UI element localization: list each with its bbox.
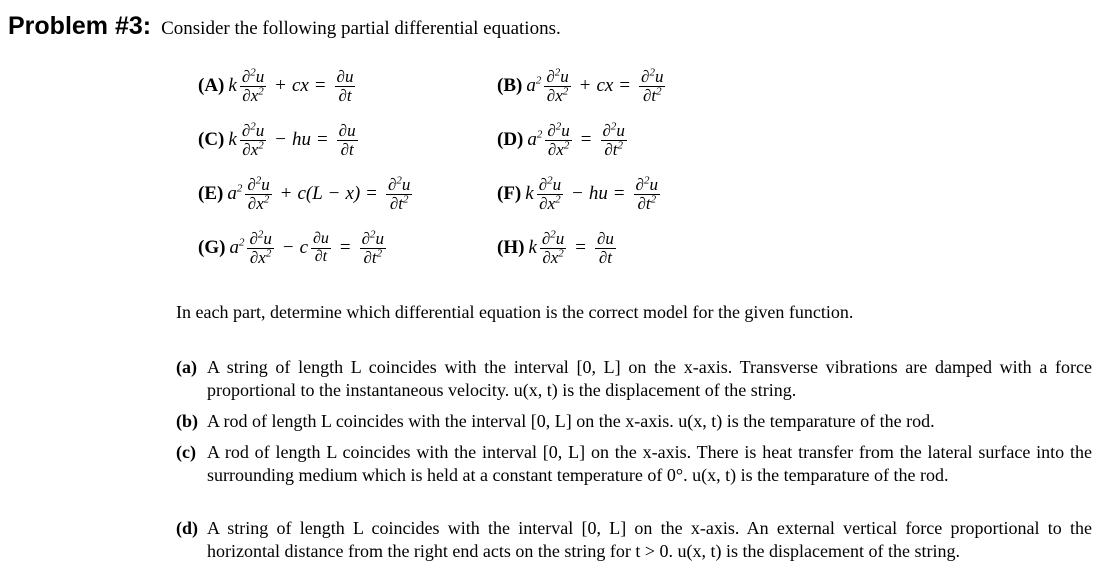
part-text: A rod of length L coincides with the interval [0, L] on the x-axis. There is heat transfer from the lateral surface into the surrounding medium which is held at a constant temperature of 0°. u(x, t) is the temparature of the rod.	[207, 442, 1092, 485]
second-derivative-x: $\frac{\partial^2u}{\partial x^2}$	[538, 174, 562, 213]
operator: −	[282, 237, 294, 258]
second-derivative-x: $\frac{\partial^2u}{\partial x^2}$	[247, 174, 270, 213]
coefficient: k	[228, 75, 237, 96]
coefficient: k	[525, 183, 534, 204]
second-derivative-t: $\frac{\partial^2u}{\partial t^2}$	[641, 66, 664, 105]
second-derivative-x: $\frac{\partial^2u}{\partial x^2}$	[241, 66, 265, 105]
equation-label: (F)	[497, 183, 522, 204]
equation-h	[497, 224, 619, 272]
equation-g	[198, 224, 389, 272]
equals: =	[580, 129, 592, 150]
equals: =	[339, 237, 351, 258]
operator: +	[579, 75, 591, 96]
first-derivative-t: $\frac{\partial u}{\partial t}$	[336, 66, 354, 105]
term: x)	[345, 183, 361, 204]
equation-label: (B)	[497, 75, 523, 96]
part-text: A rod of length L coincides with the interval [0, L] on the x-axis. u(x, t) is the temparature of the rod.	[207, 411, 935, 431]
equation-label: (H)	[497, 237, 525, 258]
equals: =	[366, 183, 377, 204]
problem-label: Problem #3:	[8, 12, 152, 40]
second-derivative-x: $\frac{\partial^2u}{\partial x^2}$	[546, 66, 569, 105]
coefficient: k	[228, 129, 237, 150]
operator: +	[275, 75, 286, 96]
equals: =	[314, 75, 326, 96]
part-c	[176, 441, 1092, 487]
second-derivative-t: $\frac{\partial^2u}{\partial t^2}$	[387, 174, 411, 213]
equation-e	[198, 170, 415, 218]
part-a	[176, 356, 1092, 402]
coefficient: $a^2$	[229, 236, 245, 258]
coefficient: $a^2$	[526, 74, 542, 96]
second-derivative-t: $\frac{\partial^2u}{\partial t^2}$	[602, 120, 625, 159]
coefficient: $a^2$	[527, 128, 543, 150]
coefficient: $a^2$	[227, 182, 243, 204]
equals: =	[619, 75, 631, 96]
operator: −	[328, 183, 340, 204]
term: hu	[588, 183, 608, 204]
equation-label: (G)	[198, 237, 226, 258]
part-text: A string of length L coincides with the interval [0, L] on the x-axis. Transverse vibrations are damped with a force proportional to the instantaneous velocity. u(x, t) is the displacement of the string.	[207, 357, 1092, 400]
part-label: (d)	[176, 518, 198, 538]
coefficient: k	[528, 237, 537, 258]
term: cx	[291, 75, 309, 96]
operator: +	[280, 183, 292, 204]
equation-f	[497, 170, 663, 218]
part-label: (c)	[176, 442, 196, 462]
equation-label: (D)	[497, 129, 524, 150]
instruction-text: In each part, determine which differential equation is the correct model for the given function.	[176, 302, 854, 322]
first-derivative-t: $\frac{\partial u}{\partial t}$	[338, 120, 356, 159]
equation-label: (E)	[198, 183, 224, 204]
part-b	[176, 410, 1092, 433]
equals: =	[613, 183, 625, 204]
part-text: A string of length L coincides with the interval [0, L] on the x-axis. An external vertical force proportional to the horizontal distance from the right end acts on the string for t > 0. u(x, t) is the displacement of the string.	[207, 518, 1092, 561]
operator: −	[275, 129, 286, 150]
equation-a	[198, 62, 358, 110]
part-d	[176, 517, 1092, 563]
problem-intro: Consider the following partial differential equations.	[161, 18, 561, 39]
first-derivative-t: $\frac{\partial u}{\partial t}$	[597, 228, 614, 267]
equals: =	[575, 237, 586, 258]
equation-c	[198, 116, 361, 164]
part-label: (b)	[176, 411, 198, 431]
equation-label: (A)	[198, 75, 225, 96]
part-label: (a)	[176, 357, 197, 377]
second-derivative-x: $\frac{\partial^2u}{\partial x^2}$	[241, 120, 265, 159]
equation-d	[497, 116, 630, 164]
operator: −	[572, 183, 583, 204]
term: hu	[291, 129, 311, 150]
second-derivative-x: $\frac{\partial^2u}{\partial x^2}$	[541, 228, 565, 267]
term: c	[299, 237, 308, 258]
second-derivative-t: $\frac{\partial^2u}{\partial t^2}$	[635, 174, 658, 213]
second-derivative-t: $\frac{\partial^2u}{\partial t^2}$	[361, 228, 385, 267]
problem-header	[8, 12, 561, 41]
equation-label: (C)	[198, 129, 225, 150]
second-derivative-x: $\frac{\partial^2u}{\partial x^2}$	[547, 120, 570, 159]
first-derivative-t: $\frac{\partial u}{\partial t}$	[313, 229, 329, 265]
term: c(L	[297, 183, 323, 204]
second-derivative-x: $\frac{\partial^2u}{\partial x^2}$	[249, 228, 272, 267]
equation-b	[497, 62, 668, 110]
equals: =	[316, 129, 328, 150]
term: cx	[596, 75, 614, 96]
